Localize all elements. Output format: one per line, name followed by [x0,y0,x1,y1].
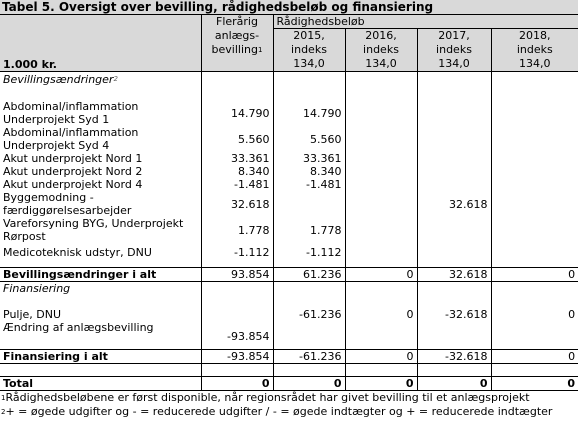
cell-2017: -32.618 [417,350,491,364]
cell-2015: -1.112 [273,243,345,259]
grand-total-label: Total [0,377,201,391]
section-label-financing: Finansiering [3,282,71,295]
row-label-line2: Underprojekt Syd 4 [3,139,110,152]
row-label-line1: Byggemodning - [3,191,94,204]
year-header-2018 [491,29,578,44]
cell-2015: -61.236 [273,350,345,364]
table-row [0,100,578,126]
cell-grant: -93.854 [201,321,273,343]
cell-2018: 0 [491,377,578,391]
table-row [0,178,578,191]
multiyear-grant-header [201,15,273,72]
footnote-1-marker: 1 [1,394,6,402]
cell-2018 [491,217,578,243]
cell-grant: 0 [201,377,273,391]
index-label-2018: indeks [491,43,578,57]
year-header-2015 [273,29,345,44]
cell-2016 [345,152,417,165]
row-label [0,100,201,126]
row-label-line1: Abdominal/inflammation [3,126,139,139]
cell-2018 [491,165,578,178]
spacer-row [0,86,578,100]
cell-2015: 8.340 [273,165,345,178]
header-row [0,15,578,29]
spacer-row [0,295,578,308]
row-label [0,126,201,152]
footnote-2-text: + = øgede udgifter og - = reducerede udgifter / - = øgede indtægter og + = reducerede indtægter [5,405,553,418]
table-row [0,243,578,259]
cell-2016 [345,165,417,178]
section-label-row [0,282,578,296]
multiyear-grant-line1: Flerårig [216,15,258,28]
cell-2017 [417,243,491,259]
table-row [0,217,578,243]
cell-2018: 0 [491,308,578,321]
section-label-grant-changes [0,72,201,87]
footnote-row [0,391,578,406]
cell-2018 [491,126,578,152]
table-row [0,152,578,165]
cell-2016 [345,217,417,243]
index-value-2017: 134,0 [417,57,491,72]
cell-2015 [273,321,345,343]
cell-2016: 0 [345,350,417,364]
table-row [0,321,578,343]
cell-2018: 0 [491,268,578,282]
table-title-row [0,0,578,15]
cell-2015: 33.361 [273,152,345,165]
table-row [0,165,578,178]
table-title: Tabel 5. Oversigt over bevilling, rådighedsbeløb og finansiering [0,0,578,15]
multiyear-grant-line2: anlægs- [214,29,260,42]
table-row [0,126,578,152]
footnote-1 [0,391,578,406]
row-label-line1: Abdominal/inflammation [3,100,139,113]
cell-2017 [417,321,491,343]
cell-2018 [491,243,578,259]
cell-2015: 14.790 [273,100,345,126]
spacer-row [0,364,578,377]
cell-2018 [491,152,578,165]
multiyear-grant-line3: bevilling [211,43,258,56]
cell-2017: 32.618 [417,191,491,217]
row-label-line2: Rørpost [3,230,46,243]
footnote-1-text: Rådighedsbeløbene er først disponible, når regionsrådet har givet bevilling til et anlægsprojekt [5,391,530,404]
index-value-2018: 134,0 [491,57,578,72]
cell-grant [201,308,273,321]
index-label-2017: indeks [417,43,491,57]
cell-grant: -93.854 [201,350,273,364]
section1-label-text: Bevillingsændringer [3,73,114,86]
cell-2015: -61.236 [273,308,345,321]
year-2016: 2016, [365,29,397,42]
year-2015: 2015, [293,29,325,42]
unit-label [0,15,201,72]
row-label [0,217,201,243]
cell-2017 [417,165,491,178]
index-value-2015: 134,0 [273,57,345,72]
availability-group-header: Rådighedsbeløb [273,15,578,29]
cell-2018: 0 [491,350,578,364]
cell-grant: -1.481 [201,178,273,191]
row-label-line1: Vareforsyning BYG, Underprojekt [3,217,184,230]
cell-2016 [345,243,417,259]
cell-2017 [417,217,491,243]
cell-grant: 93.854 [201,268,273,282]
year-2018: 2018, [519,29,551,42]
cell-2017: -32.618 [417,308,491,321]
cell-2015: 1.778 [273,217,345,243]
row-label [0,191,201,217]
cell-2017 [417,152,491,165]
cell-2018 [491,191,578,217]
grand-total-row [0,377,578,391]
cell-grant: 14.790 [201,100,273,126]
row-label: Pulje, DNU [3,308,62,321]
cell-2016 [345,191,417,217]
footnote-ref-1: 1 [257,46,263,54]
cell-grant: 33.361 [201,152,273,165]
cell-2015 [273,191,345,217]
cell-2016: 0 [345,308,417,321]
cell-2016 [345,126,417,152]
cell-grant: 1.778 [201,217,273,243]
cell-grant: 32.618 [201,191,273,217]
cell-2016 [345,178,417,191]
cell-2016: 0 [345,268,417,282]
cell-2017: 32.618 [417,268,491,282]
subtotal-row [0,268,578,282]
cell-2015: 61.236 [273,268,345,282]
year-2017: 2017, [438,29,470,42]
cell-2016 [345,100,417,126]
index-label-2016: indeks [345,43,417,57]
subtotal-label: Finansiering i alt [0,350,201,364]
footnote-row [0,405,578,419]
subtotal-label: Bevillingsændringer i alt [0,268,201,282]
row-label: Akut underprojekt Nord 4 [3,178,143,191]
cell-2017 [417,126,491,152]
cell-2016: 0 [345,377,417,391]
cell-2017 [417,100,491,126]
row-label: Medicoteknisk udstyr, DNU [3,246,152,259]
section-label-row [0,72,578,87]
cell-2018 [491,321,578,343]
cell-grant: 8.340 [201,165,273,178]
footnote-ref-2: 2 [113,75,118,83]
table-row [0,191,578,217]
cell-2015: 5.560 [273,126,345,152]
cell-grant: 5.560 [201,126,273,152]
cell-2016 [345,321,417,343]
unit-label-text: 1.000 kr. [3,58,57,71]
year-header-2016 [345,29,417,44]
subtotal-row [0,350,578,364]
index-value-2016: 134,0 [345,57,417,72]
spacer-row [0,259,578,268]
index-label-2015: indeks [273,43,345,57]
cell-2018 [491,100,578,126]
cell-2017 [417,178,491,191]
row-label: Akut underprojekt Nord 2 [3,165,143,178]
cell-grant: -1.112 [201,243,273,259]
table-row [0,308,578,321]
year-header-2017 [417,29,491,44]
footnote-2-marker: 2 [1,408,6,416]
row-label-line2: færdiggørelsesarbejder [3,204,132,217]
cell-2017: 0 [417,377,491,391]
cell-2015: 0 [273,377,345,391]
cell-2018 [491,178,578,191]
footnote-2 [0,405,578,419]
row-label: Akut underprojekt Nord 1 [3,152,143,165]
cell-2015: -1.481 [273,178,345,191]
row-label: Ændring af anlægsbevilling [3,321,154,334]
row-label-line2: Underprojekt Syd 1 [3,113,110,126]
